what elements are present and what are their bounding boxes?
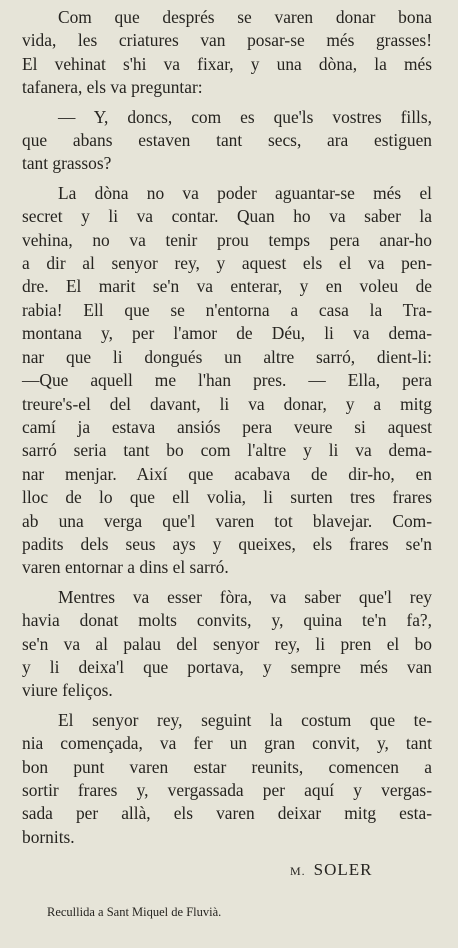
text-line: dre. El marit se'n va enterar, y en voleu de xyxy=(22,276,432,297)
text-line: tant grassos? xyxy=(22,153,112,174)
text-line: montana y, per l'amor de Déu, li va dema- xyxy=(22,323,432,344)
text-line: bon punt varen estar reunits, comencen a xyxy=(22,756,432,777)
text-line: —Que aquell me l'han pres. — Ella, pera xyxy=(22,370,432,391)
text-line: que abans estaven tant secs, ara estiguen xyxy=(22,130,432,151)
text-line: padits dels seus ays y queixes, els frares se'n xyxy=(22,533,432,554)
text-line: varen entornar a dins el sarró. xyxy=(22,557,229,578)
text-line: vida, les criatures van posar-se més grasses! xyxy=(22,30,432,51)
author-initial: M. xyxy=(290,864,306,878)
text-line: El senyor rey, seguint la costum que te- xyxy=(58,709,432,730)
paragraph xyxy=(22,106,432,176)
text-line: y li deixa'l que portava, y sempre més van xyxy=(22,656,432,677)
paragraph xyxy=(22,586,432,703)
text-line: a dir al senyor rey, y aquest els el va pen- xyxy=(22,253,432,274)
text-line: vehina, no va tenir prou temps pera anar-ho xyxy=(22,229,432,250)
text-line: rabia! Ell que se n'entorna a casa la Tra- xyxy=(22,299,432,320)
text-line: — Y, doncs, com es que'ls vostres fills, xyxy=(58,106,432,127)
text-line: nar menjar. Així que acabava de dir-ho, en xyxy=(22,463,432,484)
text-line: sortir frares y, vergassada per aquí y vergas- xyxy=(22,780,432,800)
text-line: camí ja estava ansiós pera veure si aquest xyxy=(22,416,432,437)
text-line: havia donat molts convits, y, quina te'n fa?, xyxy=(22,610,432,631)
text-line: ab una verga que'l varen tot blavejar. Com- xyxy=(22,510,432,531)
text-line: bornits. xyxy=(22,826,75,847)
text-line: sarró seria tant bo com l'altre y li va dema- xyxy=(22,440,432,461)
text-line: lloc de lo que ell volia, li surten tres frares xyxy=(22,487,432,508)
text-line: secret y li va contar. Quan ho va saber la xyxy=(22,206,432,227)
text-line: La dòna no va poder aguantar-se més el xyxy=(58,182,432,203)
text-line: treure's-el del davant, li va donar, y a mitg xyxy=(22,393,432,414)
paragraph xyxy=(22,6,432,100)
text-line: nia començada, va fer un gran convit, y, tant xyxy=(22,733,432,754)
story-text xyxy=(22,6,432,855)
text-line: sada per allà, els varen deixar mitg esta- xyxy=(22,803,432,824)
text-line: El vehinat s'hi va fixar, y una dòna, la més xyxy=(22,53,432,74)
text-line: tafanera, els va preguntar: xyxy=(22,77,203,98)
author-name: SOLER xyxy=(313,860,373,879)
text-line: viure feliços. xyxy=(22,680,113,701)
text-line: Mentres va esser fòra, va saber que'l rey xyxy=(58,586,432,607)
paragraph xyxy=(22,182,432,580)
paragraph xyxy=(22,709,432,849)
text-line: Com que després se varen donar bona xyxy=(58,7,432,27)
author-signature xyxy=(290,860,373,880)
text-line: nar que li dongués un altre sarró, dient-li: xyxy=(22,346,432,367)
text-line: se'n va al palau del senyor rey, li pren el bo xyxy=(22,633,432,654)
collection-note: Recullida a Sant Miquel de Fluvià. xyxy=(47,905,222,919)
